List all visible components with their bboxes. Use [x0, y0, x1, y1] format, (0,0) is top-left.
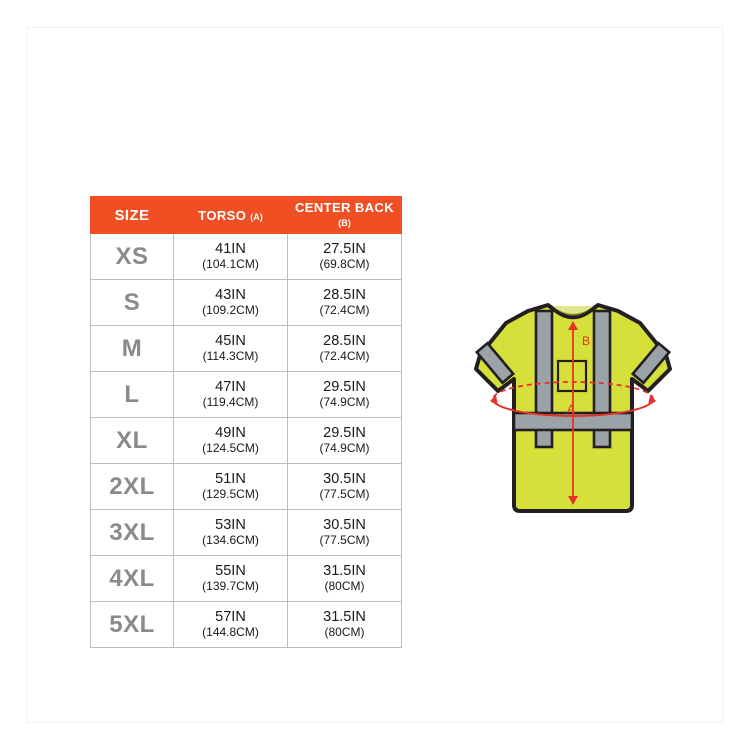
- cell-center-back: [288, 326, 402, 372]
- cell-torso-cm: (119.4CM): [202, 395, 259, 410]
- header-torso-label: TORSO: [198, 207, 247, 223]
- cell-center-back-inches: 31.5IN: [323, 608, 366, 625]
- cell-center-back-cm: (74.9CM): [319, 441, 370, 456]
- cell-torso-inches: 45IN: [215, 332, 246, 349]
- cell-center-back: [288, 234, 402, 280]
- cell-size: 2XL: [91, 464, 174, 510]
- cell-torso-inches: 53IN: [215, 516, 246, 533]
- header-center-back-label: CENTER BACK: [294, 199, 394, 215]
- cell-torso-inches: 57IN: [215, 608, 246, 625]
- cell-size: XS: [91, 234, 174, 280]
- table-row: [91, 602, 402, 648]
- cell-size: L: [91, 372, 174, 418]
- cell-center-back-inches: 30.5IN: [323, 470, 366, 487]
- cell-torso-inches: 41IN: [215, 240, 246, 257]
- cell-torso: [174, 280, 288, 326]
- cell-torso-inches: 47IN: [215, 378, 246, 395]
- cell-torso: [174, 234, 288, 280]
- cell-size: S: [91, 280, 174, 326]
- cell-center-back-cm: (72.4CM): [319, 349, 370, 364]
- cell-center-back-cm: (72.4CM): [319, 303, 370, 318]
- cell-center-back-cm: (80CM): [324, 579, 365, 594]
- table-row: [91, 234, 402, 280]
- table-row: [91, 418, 402, 464]
- cell-center-back: [288, 418, 402, 464]
- cell-torso: [174, 464, 288, 510]
- cell-torso-cm: (124.5CM): [202, 441, 259, 456]
- cell-center-back: [288, 464, 402, 510]
- cell-center-back-inches: 30.5IN: [323, 516, 366, 533]
- cell-center-back-cm: (77.5CM): [319, 533, 370, 548]
- table-row: [91, 326, 402, 372]
- cell-torso-cm: (134.6CM): [202, 533, 259, 548]
- cell-center-back-inches: 28.5IN: [323, 286, 366, 303]
- cell-center-back: [288, 556, 402, 602]
- cell-center-back: [288, 372, 402, 418]
- cell-torso: [174, 510, 288, 556]
- measure-label-a: A: [567, 402, 576, 416]
- header-size: [91, 197, 174, 234]
- document-card: [28, 28, 722, 722]
- table-row: [91, 556, 402, 602]
- cell-center-back-cm: (69.8CM): [319, 257, 370, 272]
- table-row: [91, 280, 402, 326]
- cell-center-back-inches: 28.5IN: [323, 332, 366, 349]
- cell-size: 5XL: [91, 602, 174, 648]
- table-row: [91, 510, 402, 556]
- measure-label-b: B: [582, 334, 591, 348]
- header-center-back: [288, 197, 402, 234]
- cell-torso: [174, 602, 288, 648]
- cell-center-back: [288, 280, 402, 326]
- header-row: [91, 197, 402, 234]
- cell-torso: [174, 556, 288, 602]
- cell-center-back-inches: 31.5IN: [323, 562, 366, 579]
- cell-size: 3XL: [91, 510, 174, 556]
- cell-torso: [174, 326, 288, 372]
- header-torso-note: (A): [250, 211, 263, 222]
- cell-torso-cm: (114.3CM): [202, 349, 259, 364]
- cell-torso-inches: 49IN: [215, 424, 246, 441]
- cell-torso-cm: (109.2CM): [202, 303, 259, 318]
- cell-center-back-cm: (74.9CM): [319, 395, 370, 410]
- cell-center-back-cm: (80CM): [324, 625, 365, 640]
- cell-size: XL: [91, 418, 174, 464]
- table-header: [91, 197, 402, 234]
- size-chart-table: [90, 196, 402, 648]
- cell-center-back: [288, 602, 402, 648]
- cell-torso: [174, 418, 288, 464]
- table-row: [91, 464, 402, 510]
- cell-torso-inches: 43IN: [215, 286, 246, 303]
- cell-size: 4XL: [91, 556, 174, 602]
- table-row: [91, 372, 402, 418]
- cell-center-back-cm: (77.5CM): [319, 487, 370, 502]
- cell-torso-inches: 51IN: [215, 470, 246, 487]
- cell-center-back-inches: 29.5IN: [323, 378, 366, 395]
- header-torso: [174, 197, 288, 234]
- cell-torso-cm: (144.8CM): [202, 625, 259, 640]
- cell-torso-cm: (104.1CM): [202, 257, 259, 272]
- cell-torso: [174, 372, 288, 418]
- header-size-label: SIZE: [114, 206, 150, 224]
- table-body: [91, 234, 402, 648]
- cell-torso-inches: 55IN: [215, 562, 246, 579]
- hi-vis-shirt-diagram: [458, 283, 688, 543]
- cell-center-back-inches: 29.5IN: [323, 424, 366, 441]
- cell-size: M: [91, 326, 174, 372]
- cell-center-back-inches: 27.5IN: [323, 240, 366, 257]
- cell-center-back: [288, 510, 402, 556]
- header-center-back-note: (B): [338, 218, 351, 228]
- cell-torso-cm: (129.5CM): [202, 487, 259, 502]
- cell-torso-cm: (139.7CM): [202, 579, 259, 594]
